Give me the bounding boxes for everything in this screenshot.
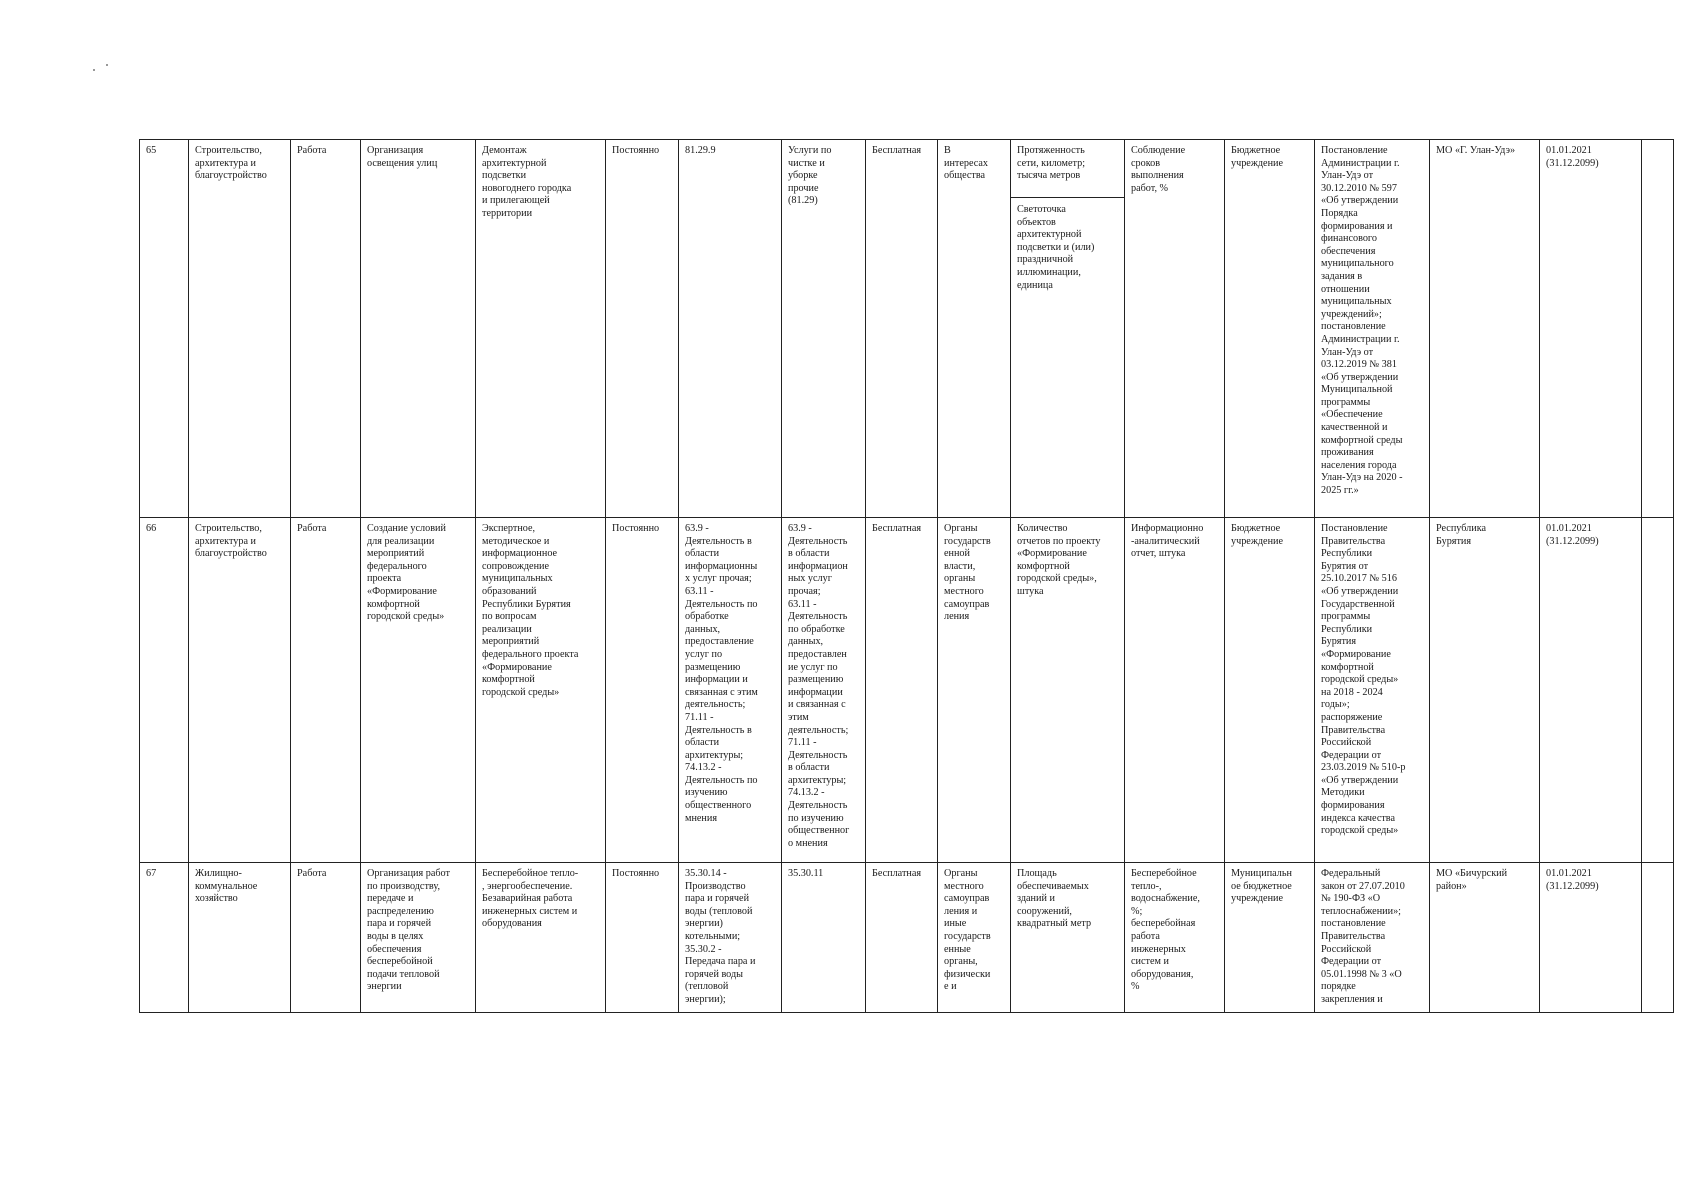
okpd-code: 35.30.11 — [782, 863, 866, 1013]
okpd-code: 63.9 - Деятельность в области информацион ных услуг прочая; 63.11 - Деятельность по обработке данных, предоставлен ие услуг по размещению информации и связанная с этим деятельность; 71.11 - Деятельность в области архитектуры; 74.13.2 - Деятельность по изучению общественног о мнения — [782, 518, 866, 863]
quality-indicator: Информационно -аналитический отчет, штука — [1125, 518, 1225, 863]
activity-sphere: Строительство, архитектура и благоустройство — [189, 140, 291, 518]
legal-basis: Федеральный закон от 27.07.2010 № 190-ФЗ «О теплоснабжении»; постановление Правительства Российской Федерации от 05.01.1998 № 3 «О порядке закрепления и — [1315, 863, 1430, 1013]
consumer-category: Органы местного самоуправ ления и иные государств енные органы, физически е и — [938, 863, 1011, 1013]
activity-sphere: Строительство, архитектура и благоустройство — [189, 518, 291, 863]
service-kind: Работа — [291, 140, 361, 518]
row-number: 65 — [140, 140, 189, 518]
inclusion-date: 01.01.2021 (31.12.2099) — [1540, 863, 1642, 1013]
payment-type: Бесплатная — [866, 518, 938, 863]
service-content: Экспертное, методическое и информационное сопровождение муниципальных образований Республики Бурятия по вопросам реализации мероприятий федерального проекта «Формирование комфортной городской среды» — [476, 518, 606, 863]
table-row — [140, 863, 1674, 1013]
scan-speck — [93, 69, 95, 71]
service-kind: Работа — [291, 518, 361, 863]
institution-type: Муниципальн ое бюджетное учреждение — [1225, 863, 1315, 1013]
service-name: Организация работ по производству, передаче и распределению пара и горячей воды в целях обеспечения бесперебойной подачи тепловой энергии — [361, 863, 476, 1013]
frequency: Постоянно — [606, 863, 679, 1013]
consumer-category: В интересах общества — [938, 140, 1011, 518]
legal-basis: Постановление Правительства Республики Бурятия от 25.10.2017 № 516 «Об утверждении Государственной программы Республики Бурятия «Формирование комфортной городской среды» на 2018 - 2024 годы»; распоряжение Правительства Российской Федерации от 23.03.2019 № 510-р «Об утверждении Методики формирования индекса качества городской среды» — [1315, 518, 1430, 863]
frequency: Постоянно — [606, 518, 679, 863]
consumer-category: Органы государств енной власти, органы местного самоуправ ления — [938, 518, 1011, 863]
inclusion-date: 01.01.2021 (31.12.2099) — [1540, 518, 1642, 863]
payment-type: Бесплатная — [866, 863, 938, 1013]
okved-code: 35.30.14 - Производство пара и горячей воды (тепловой энергии) котельными; 35.30.2 - Передача пара и горячей воды (тепловой энергии); — [679, 863, 782, 1013]
volume-indicator: Площадь обеспечиваемых зданий и сооружений, квадратный метр — [1011, 863, 1125, 1013]
service-content: Демонтаж архитектурной подсветки новогоднего городка и прилегающей территории — [476, 140, 606, 518]
volume-indicator-cell — [1011, 140, 1125, 518]
okpd-code: Услуги по чистке и уборке прочие (81.29) — [782, 140, 866, 518]
empty-cell — [1642, 863, 1674, 1013]
volume-indicator: Протяженность сети, километр; тысяча метров — [1011, 140, 1124, 198]
legal-basis: Постановление Администрации г. Улан-Удэ от 30.12.2010 № 597 «Об утверждении Порядка формирования и финансового обеспечения муниципального задания в отношении муниципальных учреждений»; постановление Администрации г. Улан-Удэ от 03.12.2019 № 381 «Об утверждении Муниципальной программы «Обеспечение качественной и комфортной среды проживания населения города Улан-Удэ на 2020 - 2025 гг.» — [1315, 140, 1430, 518]
scan-speck — [106, 64, 108, 66]
table-row — [140, 518, 1674, 863]
payment-type: Бесплатная — [866, 140, 938, 518]
owner: Республика Бурятия — [1430, 518, 1540, 863]
okved-code: 63.9 - Деятельность в области информационны х услуг прочая; 63.11 - Деятельность по обработке данных, предоставление услуг по размещению информации и связанная с этим деятельность; 71.11 - Деятельность в области архитектуры; 74.13.2 - Деятельность по изучению общественного мнения — [679, 518, 782, 863]
empty-cell — [1642, 140, 1674, 518]
okved-code: 81.29.9 — [679, 140, 782, 518]
institution-type: Бюджетное учреждение — [1225, 140, 1315, 518]
service-name: Организация освещения улиц — [361, 140, 476, 518]
volume-indicator-extra: Светоточка объектов архитектурной подсветки и (или) праздничной иллюминации, единица — [1017, 204, 1095, 291]
empty-cell — [1642, 518, 1674, 863]
row-number: 67 — [140, 863, 189, 1013]
inclusion-date: 01.01.2021 (31.12.2099) — [1540, 140, 1642, 518]
quality-indicator: Бесперебойное тепло-, водоснабжение, %; бесперебойная работа инженерных систем и оборудования, % — [1125, 863, 1225, 1013]
service-name: Создание условий для реализации мероприятий федерального проекта «Формирование комфортной городской среды» — [361, 518, 476, 863]
row-number: 66 — [140, 518, 189, 863]
owner: МО «Г. Улан-Удэ» — [1430, 140, 1540, 518]
institution-type: Бюджетное учреждение — [1225, 518, 1315, 863]
frequency: Постоянно — [606, 140, 679, 518]
owner: МО «Бичурский район» — [1430, 863, 1540, 1013]
activity-sphere: Жилищно- коммунальное хозяйство — [189, 863, 291, 1013]
service-kind: Работа — [291, 863, 361, 1013]
service-content: Бесперебойное тепло- , энергообеспечение. Безаварийная работа инженерных систем и оборудования — [476, 863, 606, 1013]
table-row — [140, 140, 1674, 518]
quality-indicator: Соблюдение сроков выполнения работ, % — [1125, 140, 1225, 518]
services-registry-table — [139, 139, 1674, 1013]
volume-indicator: Количество отчетов по проекту «Формирование комфортной городской среды», штука — [1011, 518, 1125, 863]
